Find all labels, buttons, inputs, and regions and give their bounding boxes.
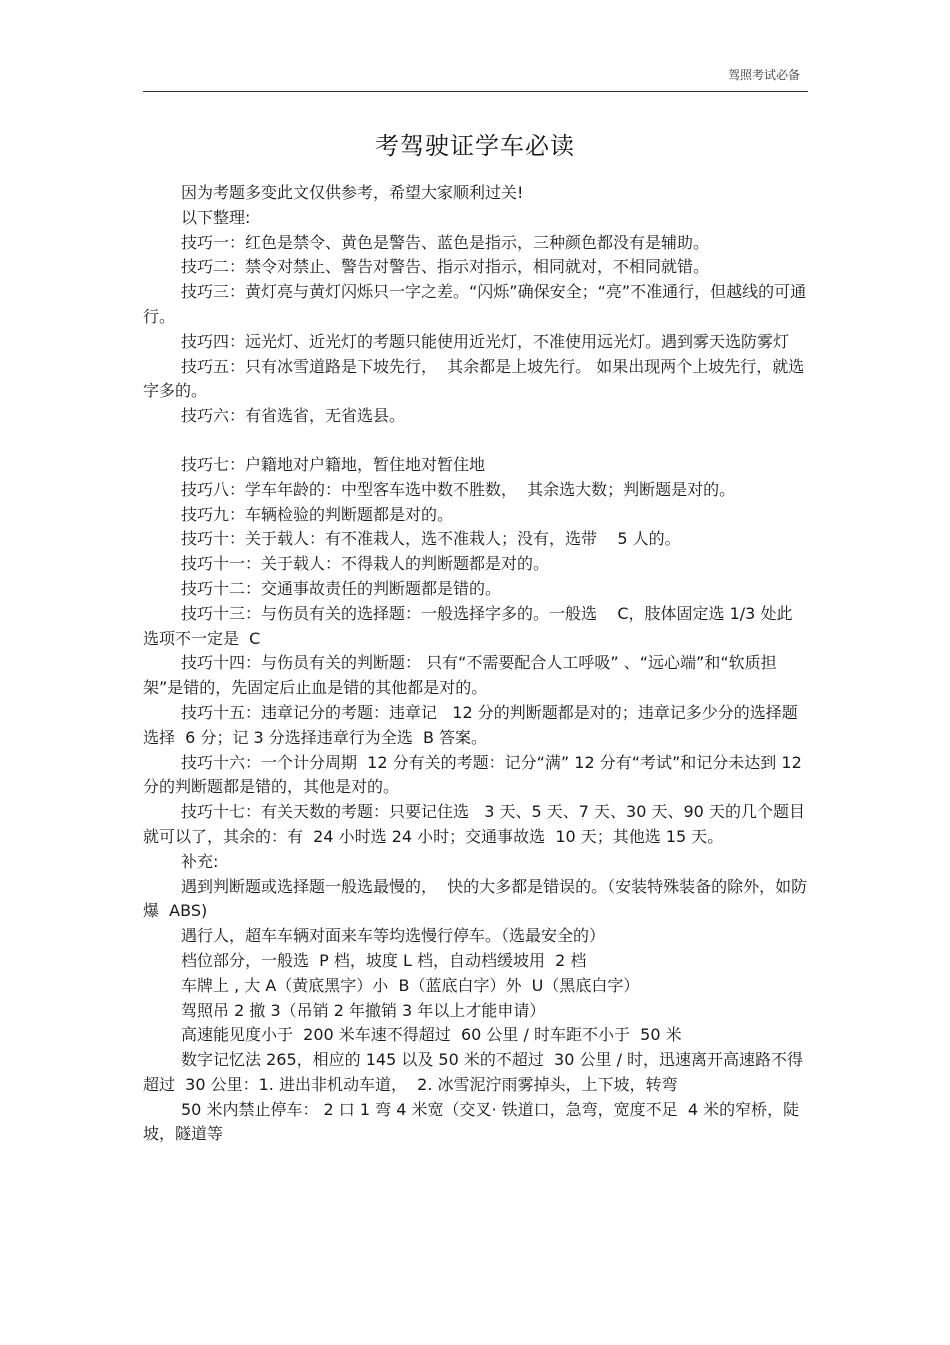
paragraph: 遇行人，超车车辆对面来车等均选慢行停车。（选最安全的） <box>181 926 606 946</box>
paragraph: 技巧三：黄灯亮与黄灯闪烁只一字之差。“闪烁”确保安全；“亮”不准通行，但越线的可通行。 <box>143 282 807 326</box>
paragraph: 技巧一：红色是禁令、黄色是警告、蓝色是指示，三种颜色都没有是辅助。 <box>181 232 710 252</box>
paragraph: 驾照吊 2 撤 3（吊销 2 年撤销 3 年以上才能申请） <box>181 1000 546 1020</box>
paragraph: 技巧十五：违章记分的考题：违章记 12 分的判断题都是对的；违章记多少分的选择题选择 6 分；记 3 分选择违章行为全选 B 答案。 <box>143 702 798 747</box>
paragraph: 技巧四：远光灯、近光灯的考题只能使用近光灯，不准使用远光灯。遇到雾天选防雾灯 <box>181 331 790 351</box>
paragraph: 技巧十四：与伤员有关的判断题： 只有“不需要配合人工呼吸” 、“远心端”和“软质担架”是错的，先固定后止血是错的其他都是对的。 <box>143 653 777 698</box>
paragraph: 技巧十六：一个计分周期 12 分有关的考题：记分“满” 12 分有“考试”和记分未达到 12 分的判断题都是错的，其他是对的。 <box>143 752 807 797</box>
paragraph: 因为考题多变此文仅供参考，希望大家顺利过关! <box>181 183 524 202</box>
paragraph: 技巧十三：与伤员有关的选择题：一般选择字多的。一般选 C，肢体固定选 1/3 处此选项不一定是 C <box>143 603 793 648</box>
paragraph: 档位部分，一般选 P 档，坡度 L 档，自动档缓坡用 2 档 <box>181 950 587 970</box>
paragraph: 数字记忆法 265，相应的 145 以及 50 米的不超过 30 公里 / 时，迅速离开高速路不得超过 30 公里：1. 进出非机动车道， 2. 冰雪泥泞雨雾掉头，上下坡，转弯 <box>143 1050 804 1094</box>
document-title: 考驾驶证学车必读 <box>375 132 575 160</box>
header-text: 驾照考试必备 <box>727 68 800 82</box>
paragraph: 技巧十七：有关天数的考题：只要记住选 3 天、5 天、7 天、30 天、90 天的几个题目就可以了，其余的：有 24 小时选 24 小时；交通事故选 10 天；其他选 15 天。 <box>143 802 805 846</box>
paragraph: 50 米内禁止停车： 2 口 1 弯 4 米宽（交叉· 铁道口，急弯，宽度不足 4 米的窄桥，陡坡，隧道等 <box>143 1099 800 1144</box>
paragraph: 技巧十：关于载人：有不准栽人，选不准栽人；没有，选带 5 人的。 <box>181 529 681 549</box>
page-header <box>143 66 808 92</box>
paragraph: 技巧五：只有冰雪道路是下坡先行， 其余都是上坡先行。 如果出现两个上坡先行，就选字多的。 <box>143 356 805 401</box>
paragraph: 高速能见度小于 200 米车速不得超过 60 公里 / 时车距不小于 50 米 <box>181 1025 682 1045</box>
paragraph: 技巧十一：关于载人：不得栽人的判断题都是对的。 <box>181 554 550 574</box>
paragraph: 技巧六：有省选省，无省选县。 <box>181 406 406 426</box>
paragraph: 补充: <box>181 851 219 871</box>
paragraph: 技巧九：车辆检验的判断题都是对的。 <box>181 504 454 524</box>
document-body <box>143 181 808 1147</box>
paragraph: 技巧八：学车年龄的：中型客车选中数不胜数， 其余选大数；判断题是对的。 <box>181 479 736 499</box>
paragraph: 技巧十二：交通事故责任的判断题都是错的。 <box>181 578 502 598</box>
paragraph: 遇到判断题或选择题一般选最慢的， 快的大多都是错误的。（安装特殊装备的除外，如防爆 ABS) <box>143 876 808 921</box>
blank-line <box>143 429 808 453</box>
paragraph: 以下整理: <box>181 207 251 227</box>
paragraph: 技巧七：户籍地对户籍地，暂住地对暂住地 <box>181 454 486 474</box>
paragraph: 车牌上 , 大 A（黄底黑字）小 B（蓝底白字）外 U（黑底白字） <box>181 975 640 995</box>
paragraph: 技巧二：禁令对禁止、警告对警告、指示对指示，相同就对，不相同就错。 <box>181 257 710 277</box>
